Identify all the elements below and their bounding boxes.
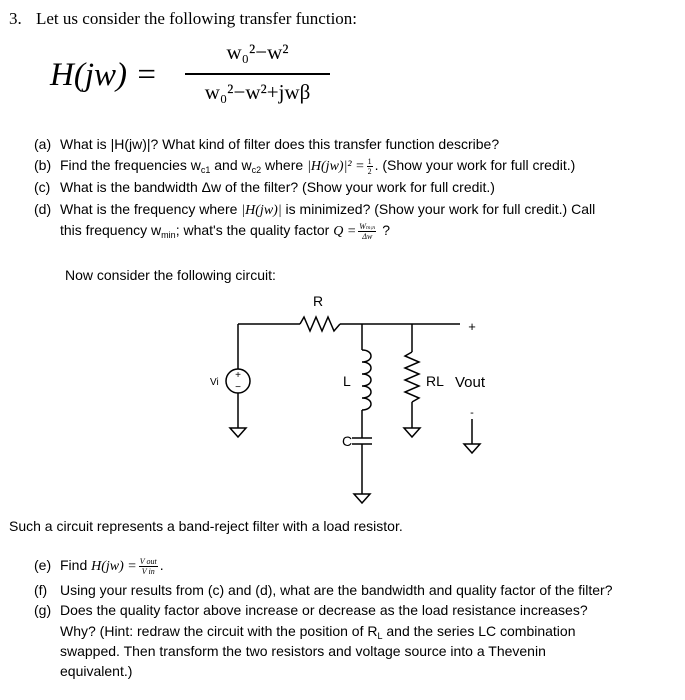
equation-denominator: w₀²−w²+jwβ — [204, 80, 311, 104]
circuit-caption: Such a circuit represents a band-reject filter with a load resistor. — [9, 518, 403, 534]
equation-numerator: w₀²−w² — [226, 40, 289, 64]
part-a: (a) What is |H(jw)|? What kind of filter does this transfer function describe? — [34, 136, 500, 152]
part-e: (e) Find H(jw) = $\frac{\text{V out}}{\text{V in}}$ . — [34, 556, 164, 576]
part-d-line2: this frequency $w_{min}$; what's the quality factor Q = $\frac{\text{Wₘᵢₙ}}{\Delta w}$ ? — [60, 221, 391, 241]
part-g: (g) Does the quality factor above increase or decrease as the load resistance increases? — [34, 602, 588, 618]
load-ground-icon — [404, 428, 420, 437]
part-g-line2: Why? (Hint: redraw the circuit with the position of $R_L$ and the series LC combination — [60, 623, 576, 641]
part-g-line3: swapped. Then transform the two resistors and voltage source into a Thevenin — [60, 643, 546, 659]
inductor-l — [362, 350, 371, 410]
inductor-label: L — [343, 373, 351, 389]
resistor-label: R — [312, 293, 324, 309]
problem-intro: Let us consider the following transfer function: — [36, 9, 358, 28]
part-f: (f) Using your results from (c) and (d), what are the bandwidth and quality factor of the filter? — [34, 582, 613, 598]
output-minus: - — [470, 407, 474, 419]
output-label: Vout — [455, 374, 486, 391]
equation-lhs: H(jw) = — [50, 57, 158, 93]
problem-number: 3. — [9, 9, 22, 28]
load-resistor-rl — [405, 352, 419, 402]
capacitor-ground-icon — [354, 494, 370, 503]
source-label: Vi — [210, 377, 219, 388]
output-ground-icon — [464, 444, 480, 453]
source-ground-icon — [230, 428, 246, 437]
source-plus: + — [235, 370, 241, 381]
part-g-line4: equivalent.) — [60, 663, 133, 679]
source-minus: − — [235, 382, 241, 393]
capacitor-label: C — [342, 433, 353, 449]
part-b: (b) Find the frequencies $w_{c1}$ and $w_{c2}$ where |H(jw)|² = $\frac{1}{2}$ . (Show your work for full credit.) — [34, 156, 576, 176]
resistor-r — [300, 317, 340, 331]
part-d: (d) What is the frequency where |H(jw)| is minimized? (Show your work for full credit.) Call — [34, 201, 596, 218]
load-label: RL — [426, 373, 444, 389]
circuit-intro: Now consider the following circuit: — [65, 267, 276, 283]
output-plus: + — [468, 319, 476, 334]
part-c: (c) What is the bandwidth Δw of the filter? (Show your work for full credit.) — [34, 179, 495, 195]
